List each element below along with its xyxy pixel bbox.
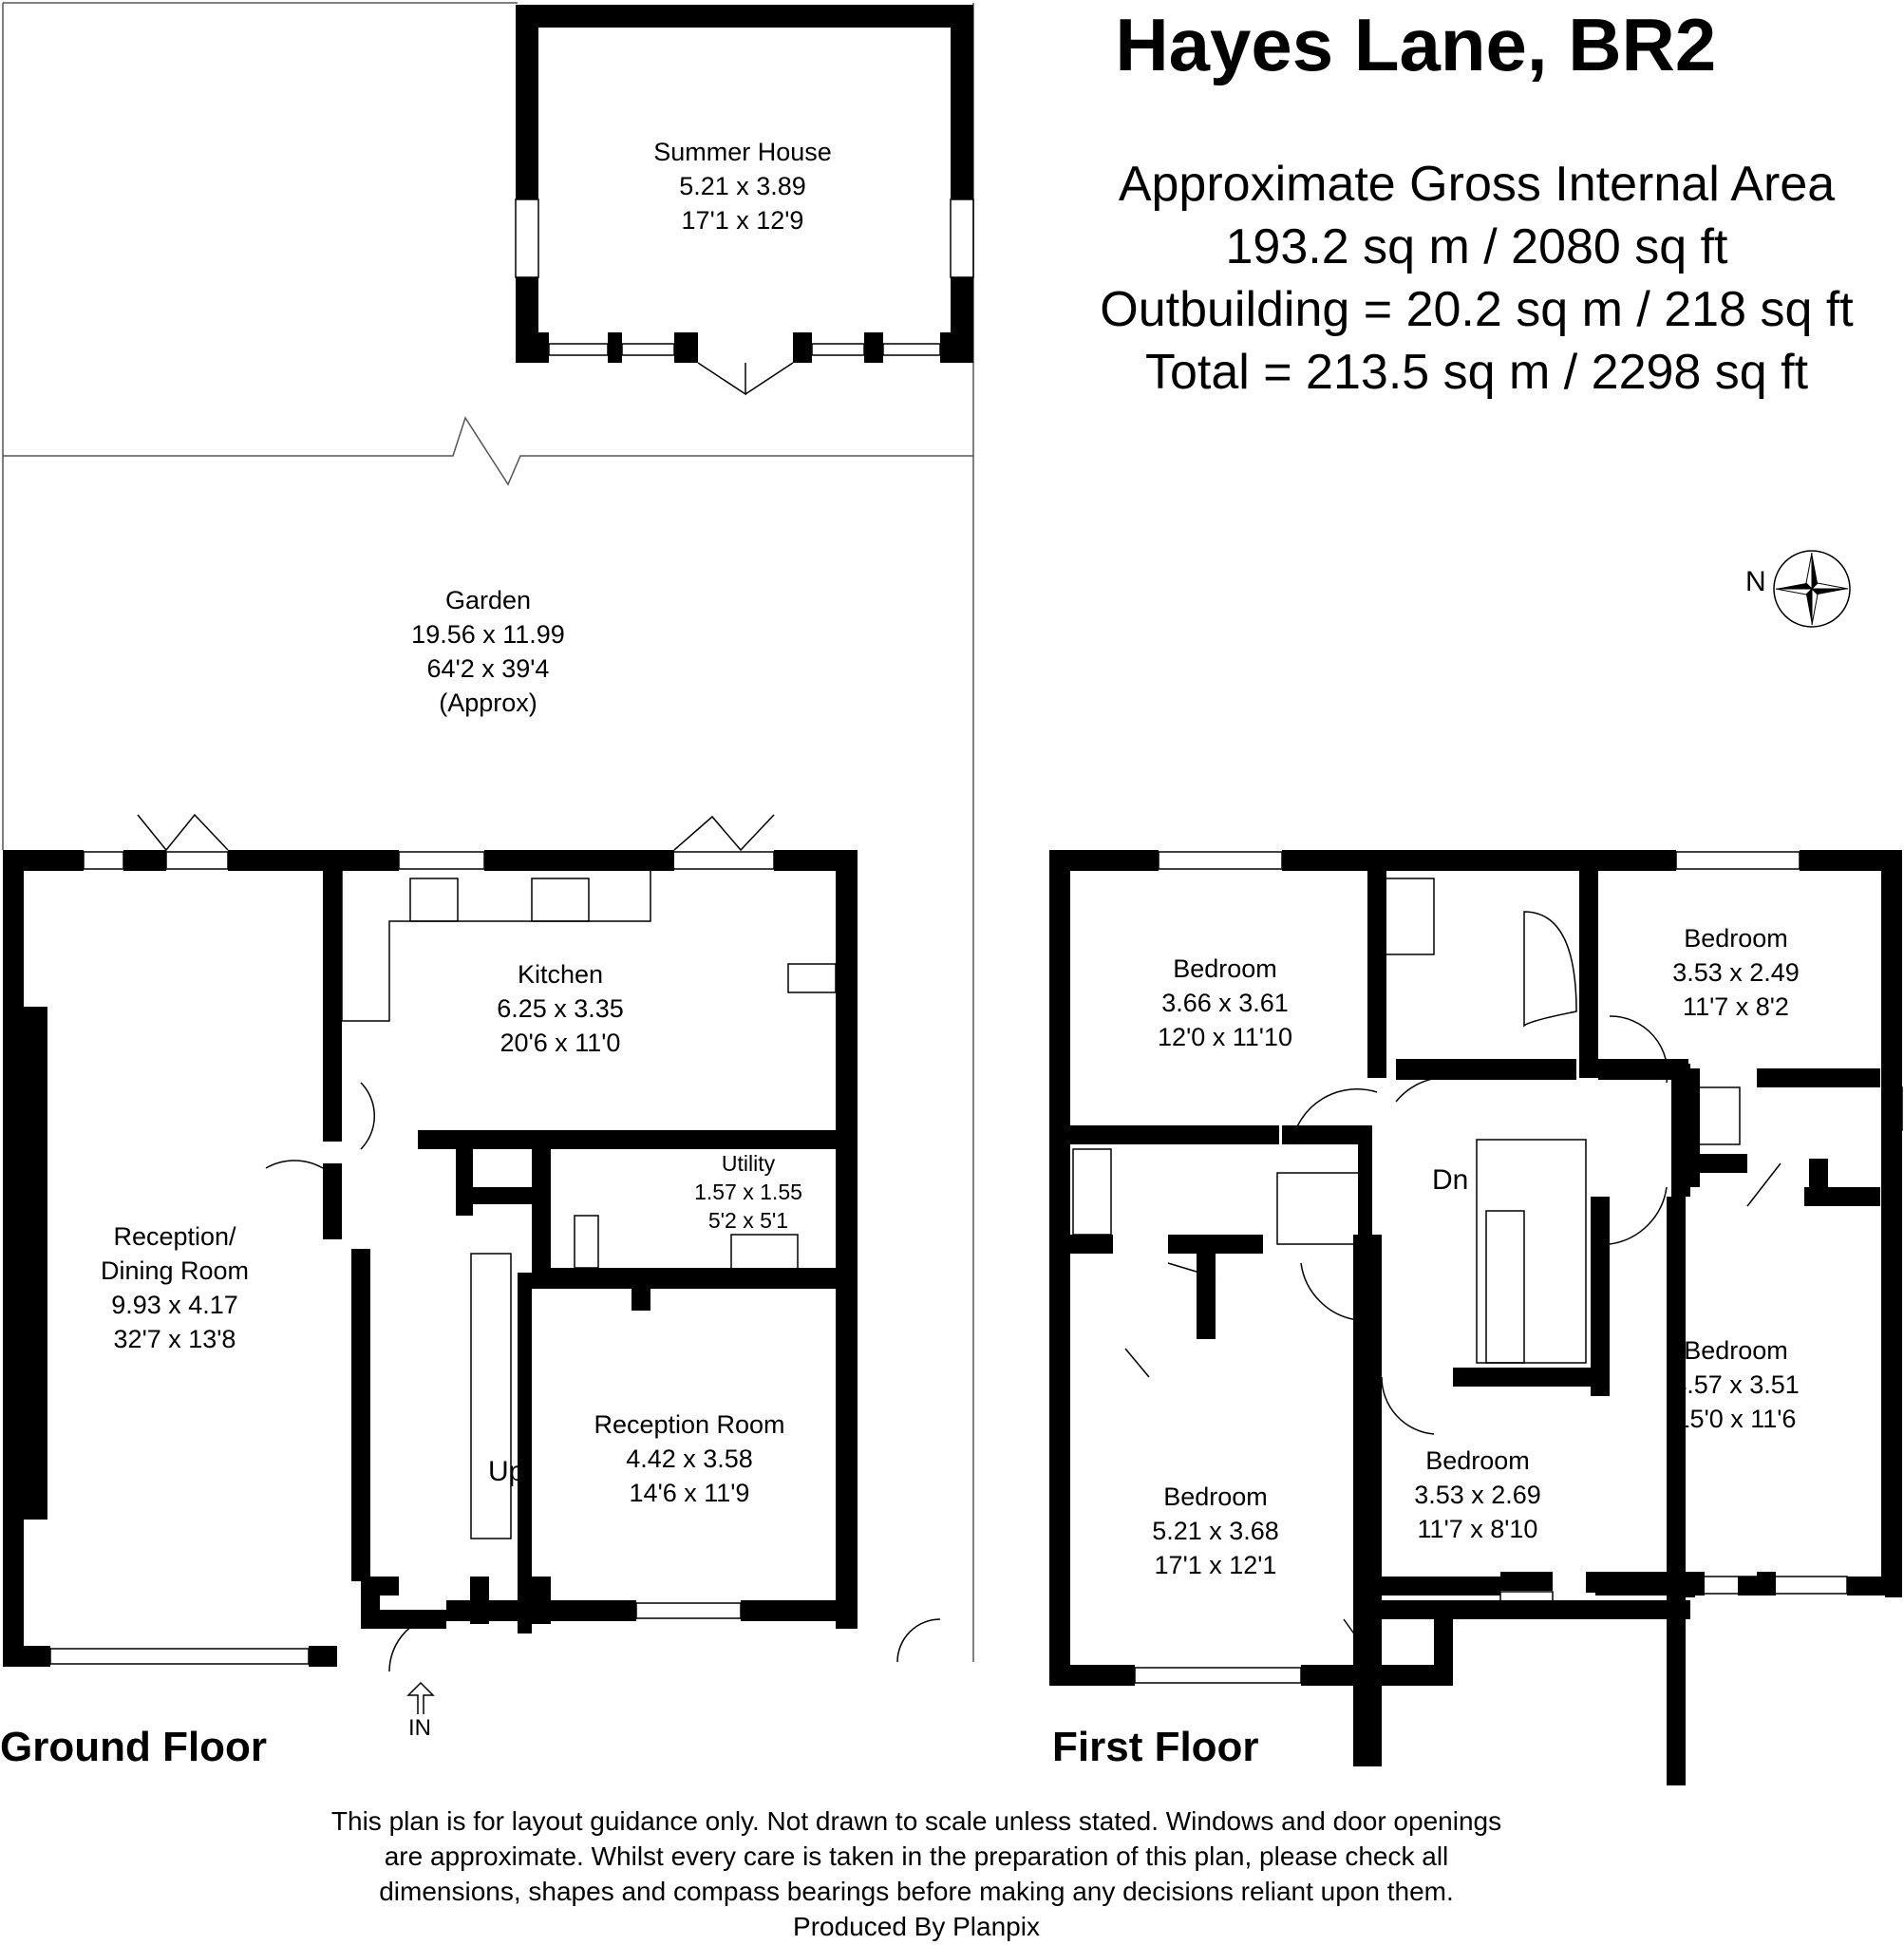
room-bedroom-1: Bedroom 3.66 x 3.61 12'0 x 11'10	[1158, 954, 1292, 1051]
first-floor-label: First Floor	[1052, 1724, 1259, 1770]
area-heading: Approximate Gross Internal Area	[1118, 157, 1836, 212]
room-bedroom-5: Bedroom 5.21 x 3.68 17'1 x 12'1	[1152, 1482, 1279, 1579]
compass-icon	[1774, 551, 1850, 627]
disclaimer-line-1: This plan is for layout guidance only. Not drawn to scale unless stated. Windows and door openings	[330, 1806, 1502, 1836]
ground-floor-label: Ground Floor	[0, 1724, 268, 1770]
room-summer-house: Summer House 5.21 x 3.89 17'1 x 12'9	[653, 138, 832, 235]
disclaimer-line-3: dimensions, shapes and compass bearings before making any decisions reliant upon them.	[379, 1877, 1454, 1906]
area-main: 193.2 sq m / 2080 sq ft	[1225, 219, 1728, 274]
garden-outline	[3, 3, 973, 1662]
property-title: Hayes Lane, BR2	[1115, 3, 1717, 86]
stairs-up-label: Up	[488, 1456, 525, 1487]
area-total: Total = 213.5 sq m / 2298 sq ft	[1144, 345, 1809, 400]
entrance-arrow-icon	[408, 1683, 433, 1714]
disclaimer-line-2: are approximate. Whilst every care is taken in the preparation of this plan, please check all	[384, 1841, 1449, 1871]
room-bedroom-2: Bedroom 3.53 x 2.49 11'7 x 8'2	[1672, 924, 1800, 1021]
area-outbuilding: Outbuilding = 20.2 sq m / 218 sq ft	[1100, 282, 1854, 337]
entrance-label: IN	[408, 1715, 431, 1741]
room-kitchen: Kitchen 6.25 x 3.35 20'6 x 11'0	[497, 960, 624, 1057]
stairs-down-label: Dn	[1432, 1164, 1469, 1196]
room-garden: Garden 19.56 x 11.99 64'2 x 39'4 (Approx)	[411, 586, 565, 717]
room-reception-dining: Reception/ Dining Room 9.93 x 4.17 32'7 x 13'8	[100, 1222, 250, 1353]
room-utility: Utility 1.57 x 1.55 5'2 x 5'1	[694, 1151, 802, 1233]
room-bedroom-3: Bedroom 4.57 x 3.51 15'0 x 11'6	[1672, 1336, 1800, 1433]
compass-north-label: N	[1745, 566, 1766, 597]
room-bedroom-4: Bedroom 3.53 x 2.69 11'7 x 8'10	[1414, 1446, 1541, 1543]
room-reception-room: Reception Room 4.42 x 3.58 14'6 x 11'9	[594, 1410, 785, 1507]
producer-credit: Produced By Planpix	[793, 1912, 1040, 1941]
